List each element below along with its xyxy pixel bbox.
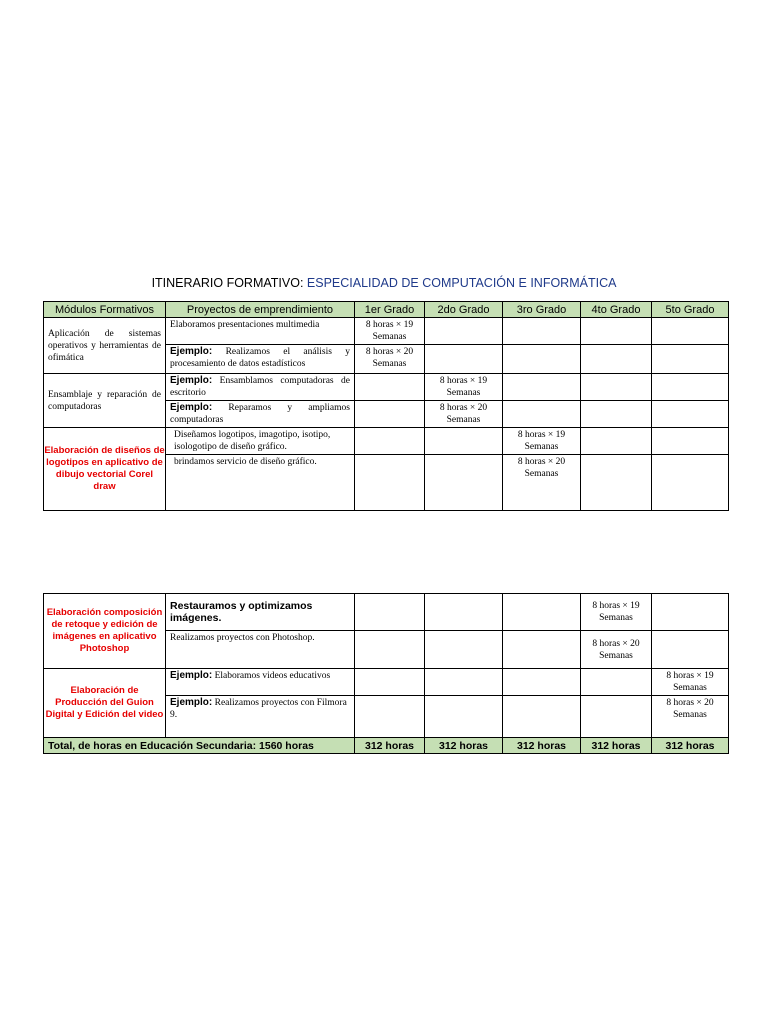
project-cell: Ejemplo: Reparamos y ampliamos computadoras (166, 401, 355, 428)
total-5to-grado: 312 horas (652, 738, 729, 754)
project-cell: brindamos servicio de diseño gráfico. (166, 455, 355, 511)
project-cell: Ejemplo: Elaboramos videos educativos (166, 669, 355, 696)
total-label: Total, de horas en Educación Secundaria: 1560 horas (44, 738, 355, 754)
module-corel-draw: Elaboración de diseños de logotipos en aplicativo de dibujo vectorial Corel draw (44, 428, 166, 511)
table-row (44, 318, 729, 345)
title-accent: ESPECIALIDAD DE COMPUTACIÓN E INFORMÁTICA (306, 276, 617, 290)
itinerary-table-bottom (43, 593, 729, 754)
project-cell: Restauramos y optimizamos imágenes. (166, 594, 355, 631)
header-4to-grado: 4to Grado (581, 302, 652, 318)
document-title (0, 276, 768, 290)
module-video: Elaboración de Producción del Guion Digital y Edición del video (44, 669, 166, 738)
header-modulos: Módulos Formativos (44, 302, 166, 318)
project-cell: Elaboramos presentaciones multimedia (166, 318, 355, 345)
table-row (44, 594, 729, 631)
hours-cell: 8 horas × 20 Semanas (425, 401, 503, 428)
hours-cell: 8 horas × 20 Semanas (503, 455, 581, 511)
title-prefix: ITINERARIO FORMATIVO: (151, 276, 307, 290)
hours-cell: 8 horas × 20 Semanas (581, 631, 652, 669)
module-photoshop: Elaboración composición de retoque y edición de imágenes en aplicativo Photoshop (44, 594, 166, 669)
header-1er-grado: 1er Grado (355, 302, 425, 318)
total-row (44, 738, 729, 754)
total-1er-grado: 312 horas (355, 738, 425, 754)
project-cell: Ejemplo: Ensamblamos computadoras de escritorio (166, 374, 355, 401)
header-2do-grado: 2do Grado (425, 302, 503, 318)
module-ensamblaje: Ensamblaje y reparación de computadoras (44, 374, 166, 428)
project-cell: Ejemplo: Realizamos el análisis y procesamiento de datos estadísticos (166, 345, 355, 374)
table-row (44, 669, 729, 696)
total-3ro-grado: 312 horas (503, 738, 581, 754)
project-cell: Ejemplo: Realizamos proyectos con Filmora 9. (166, 696, 355, 738)
header-3ro-grado: 3ro Grado (503, 302, 581, 318)
table-row (44, 374, 729, 401)
hours-cell: 8 horas × 19 Semanas (355, 318, 425, 345)
hours-cell: 8 horas × 19 Semanas (503, 428, 581, 455)
hours-cell: 8 horas × 19 Semanas (652, 669, 729, 696)
hours-cell: 8 horas × 19 Semanas (425, 374, 503, 401)
hours-cell: 8 horas × 20 Semanas (652, 696, 729, 738)
hours-cell: 8 horas × 20 Semanas (355, 345, 425, 374)
hours-cell: 8 horas × 19 Semanas (581, 594, 652, 631)
project-cell: Realizamos proyectos con Photoshop. (166, 631, 355, 669)
header-5to-grado: 5to Grado (652, 302, 729, 318)
module-ofimatica: Aplicación de sistemas operativos y herramientas de ofimática (44, 318, 166, 374)
header-proyectos: Proyectos de emprendimiento (166, 302, 355, 318)
itinerary-table-top (43, 301, 729, 511)
total-4to-grado: 312 horas (581, 738, 652, 754)
project-cell: Diseñamos logotipos, imagotipo, isotipo, isologotipo de diseño gráfico. (166, 428, 355, 455)
total-2do-grado: 312 horas (425, 738, 503, 754)
table-row (44, 428, 729, 455)
